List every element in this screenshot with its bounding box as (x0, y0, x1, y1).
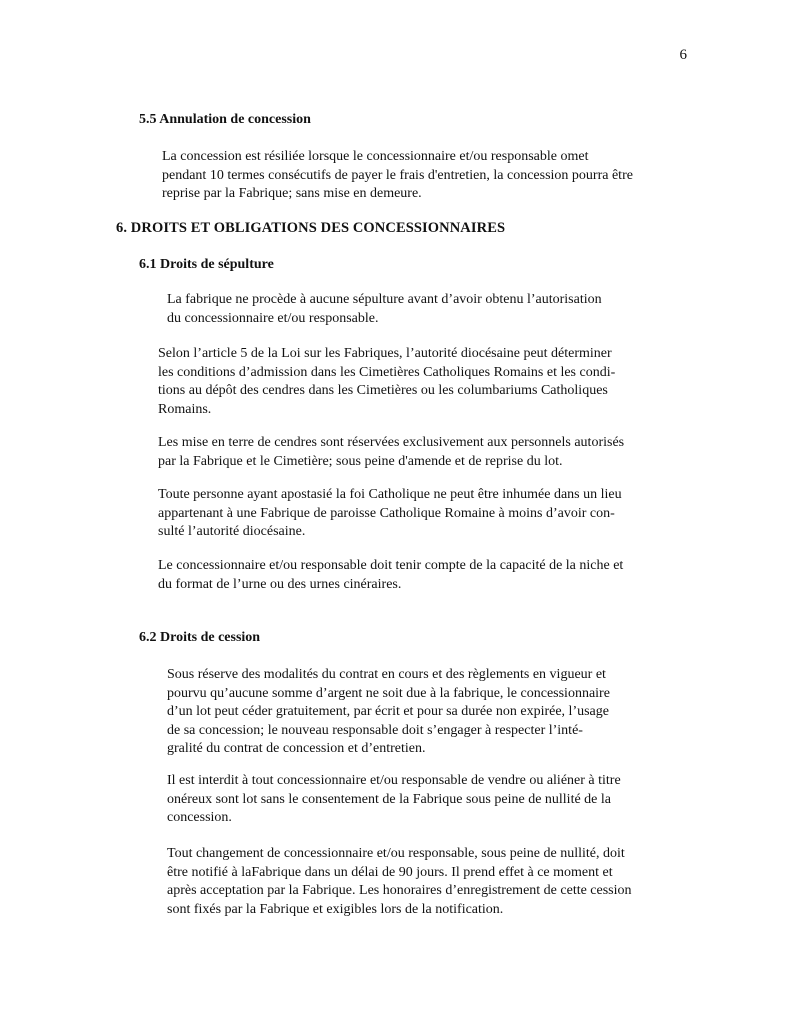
paragraph-6-1-3 (158, 434, 624, 471)
section-6-heading: 6. DROITS ET OBLIGATIONS DES CONCESSIONNAIRES (116, 220, 506, 236)
text-line: La concession est résiliée lorsque le concessionnaire et/ou responsable omet (162, 149, 589, 164)
text-line: Il est interdit à tout concessionnaire et/ou responsable de vendre ou aliéner à titre (167, 773, 621, 788)
text-line: après acceptation par la Fabrique. Les honoraires d’enregistrement de cette cession (167, 883, 632, 898)
text-line: gralité du contrat de concession et d’entretien. (167, 741, 426, 756)
paragraph-6-2-1 (167, 666, 610, 759)
page-number: 6 (679, 47, 687, 63)
text-line: Toute personne ayant apostasié la foi Catholique ne peut être inhumée dans un lieu (158, 487, 622, 502)
section-6-1-heading: 6.1 Droits de sépulture (139, 257, 274, 272)
text-line: onéreux sont lot sans le consentement de la Fabrique sous peine de nullité de la (167, 791, 611, 807)
text-line: pourvu qu’aucune somme d’argent ne soit due à la fabrique, le concessionnaire (167, 685, 610, 701)
text-line: La fabrique ne procède à aucune sépulture avant d’avoir obtenu l’autorisation (167, 292, 602, 307)
text-line: sulté l’autorité diocésaine. (158, 524, 306, 539)
paragraph-6-2-2 (167, 772, 621, 828)
text-line: les conditions d’admission dans les Cimetières Catholiques Romains et les condi- (158, 364, 616, 380)
paragraph-6-1-1 (167, 291, 602, 328)
text-line: de sa concession; le nouveau responsable doit s’engager à respecter l’inté- (167, 722, 583, 738)
paragraph-6-1-2 (158, 345, 615, 419)
text-line: Selon l’article 5 de la Loi sur les Fabriques, l’autorité diocésaine peut déterminer (158, 346, 612, 361)
text-line: Le concessionnaire et/ou responsable doit tenir compte de la capacité de la niche et (158, 558, 624, 573)
text-line: reprise par la Fabrique; sans mise en demeure. (162, 186, 422, 201)
text-line: appartenant à une Fabrique de paroisse Catholique Romaine à moins d’avoir con- (158, 505, 615, 521)
text-line: Tout changement de concessionnaire et/ou responsable, sous peine de nullité, doit (167, 846, 625, 861)
section-5-5-paragraph (162, 148, 633, 204)
text-line: sont fixés par la Fabrique et exigibles lors de la notification. (167, 901, 504, 917)
text-line: du concessionnaire et/ou responsable. (167, 310, 379, 326)
text-line: pendant 10 termes consécutifs de payer le frais d'entretien, la concession pourra être (162, 167, 633, 183)
section-5-5-heading: 5.5 Annulation de concession (139, 112, 311, 127)
paragraph-6-1-4 (158, 486, 622, 542)
text-line: par la Fabrique et le Cimetière; sous peine d'amende et de reprise du lot. (158, 453, 563, 469)
section-6-2-heading: 6.2 Droits de cession (139, 630, 261, 645)
text-line: Sous réserve des modalités du contrat en cours et des règlements en vigueur et (167, 667, 606, 682)
text-line: concession. (167, 810, 232, 825)
text-line: du format de l’urne ou des urnes cinéraires. (158, 576, 402, 592)
text-line: Romains. (158, 401, 212, 417)
text-line: d’un lot peut céder gratuitement, par écrit et pour sa durée non expirée, l’usage (167, 704, 609, 719)
text-line: Les mise en terre de cendres sont réservées exclusivement aux personnels autorisés (158, 435, 625, 450)
text-line: être notifié à laFabrique dans un délai de 90 jours. Il prend effet à ce moment et (167, 864, 613, 880)
paragraph-6-2-3 (167, 845, 632, 919)
paragraph-6-1-5 (158, 557, 623, 594)
text-line: tions au dépôt des cendres dans les Cimetières ou les columbariums Catholiques (158, 383, 608, 398)
